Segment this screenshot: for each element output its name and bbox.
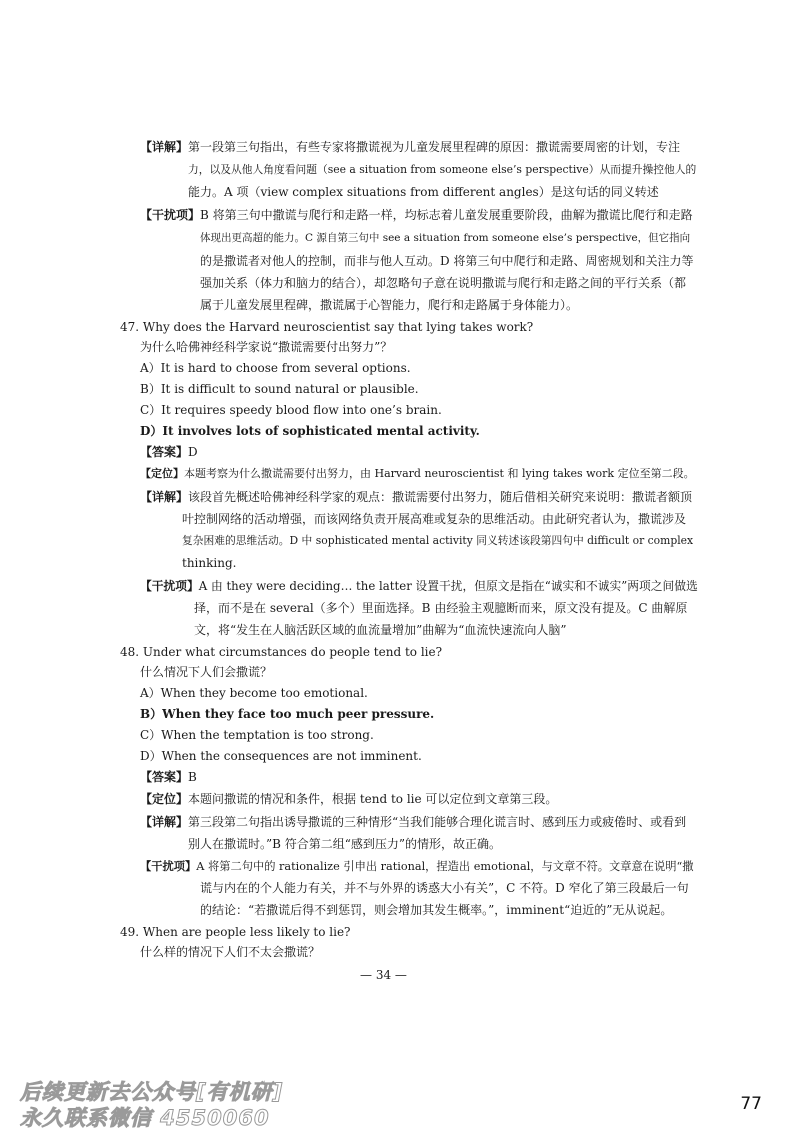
q48-distractor-line-2: 谎与内在的个人能力有关，并不与外界的诱惑大小有关”，C 不符。D 窄化了第三段最后一句 xyxy=(200,881,689,895)
q48-option-b-correct: B）When they face too much peer pressure. xyxy=(140,707,435,721)
page-number: — 34 — xyxy=(360,968,407,982)
q48-answer: 【答案】B xyxy=(140,770,197,784)
section-tag: 【详解】 xyxy=(140,815,189,829)
q46-distractor-line-1: 【干扰项】B 将第三句中撒谎与爬行和走路一样，均标志着儿童发展重要阶段，曲解为撒谎比爬行和走路 xyxy=(140,208,693,222)
q48-question: 48. Under what circumstances do people tend to lie? xyxy=(120,645,443,659)
watermark-line-1: 后续更新去公众号[有机研] xyxy=(20,1080,284,1104)
q47-question: 47. Why does the Harvard neuroscientist say that lying takes work? xyxy=(120,320,534,334)
q46-distractor-line-2: 体现出更高超的能力。C 源自第三句中 see a situation from someone else’s perspective，但它指向 xyxy=(200,232,691,244)
q49-question-cn: 什么样的情况下人们不太会撒谎？ xyxy=(140,945,321,959)
section-tag: 【干扰项】 xyxy=(140,859,197,873)
q47-distractor-line-2: 择，而不是在 several（多个）里面选择。B 由经验主观臆断而来，原文没有提及。C 曲解原 xyxy=(194,601,688,615)
q47-distractor-line-3: 文，将“发生在人脑活跃区域的血流量增加”曲解为“血流快速流向人脑” xyxy=(194,623,567,637)
q46-distractor-line-4: 强加关系（体力和脑力的结合），却忽略句子意在说明撒谎与爬行和走路之间的平行关系（都 xyxy=(200,276,687,290)
q47-option-d-correct: D）It involves lots of sophisticated mental activity. xyxy=(140,424,480,438)
watermark-line-2: 永久联系微信 4550060 xyxy=(20,1106,270,1130)
q48-option-c: C）When the temptation is too strong. xyxy=(140,728,374,742)
q48-question-cn: 什么情况下人们会撒谎？ xyxy=(140,665,273,679)
section-tag: 【详解】 xyxy=(140,140,189,154)
q47-locate: 【定位】本题考察为什么撒谎需要付出努力，由 Harvard neuroscientist 和 lying takes work 定位至第二段。 xyxy=(140,467,695,480)
q49-question: 49. When are people less likely to lie? xyxy=(120,925,351,939)
q47-answer: 【答案】D xyxy=(140,445,198,459)
q47-option-c: C）It requires speedy blood flow into one’s brain. xyxy=(140,403,442,417)
q47-question-cn: 为什么哈佛神经科学家说“撒谎需要付出努力”？ xyxy=(140,340,393,354)
corner-page-number: 77 xyxy=(740,1094,762,1114)
section-tag: 【定位】 xyxy=(140,792,189,806)
q47-detail-line-3: 复杂困难的思维活动。D 中 sophisticated mental activity 同义转述该段第四句中 difficult or complex xyxy=(182,534,694,547)
q46-distractor-line-5: 属于儿童发展里程碑，撒谎属于心智能力，爬行和走路属于身体能力）。 xyxy=(200,298,579,312)
q47-detail-line-2: 叶控制网络的活动增强，而该网络负责开展高难或复杂的思维活动。由此研究者认为，撒谎涉及 xyxy=(182,512,687,526)
q48-locate: 【定位】本题问撒谎的情况和条件，根据 tend to lie 可以定位到文章第三段。 xyxy=(140,792,558,806)
q48-option-a: A）When they become too emotional. xyxy=(140,686,368,700)
q48-option-d: D）When the consequences are not imminent. xyxy=(140,749,422,763)
q46-detail-line-2: 力，以及从他人角度看问题（see a situation from someone else’s perspective）从而提升操控他人的 xyxy=(188,163,697,176)
q47-option-a: A）It is hard to choose from several options. xyxy=(140,361,411,375)
q48-detail-line-1: 【详解】第三段第二句指出诱导撒谎的三种情形“当我们能够合理化谎言时、感到压力或疲倦时、或看到 xyxy=(140,815,687,829)
q47-detail-line-4: thinking. xyxy=(182,556,237,570)
q47-option-b: B）It is difficult to sound natural or plausible. xyxy=(140,382,419,396)
section-tag: 【定位】 xyxy=(140,467,184,480)
q47-detail-line-1: 【详解】该段首先概述哈佛神经科学家的观点：撒谎需要付出努力，随后借相关研究来说明：撒谎者额顶 xyxy=(140,490,693,504)
q48-detail-line-2: 别人在撒谎时。”B 符合第二组“感到压力”的情形，故正确。 xyxy=(188,837,502,851)
section-tag: 【干扰项】 xyxy=(140,208,201,222)
q48-distractor-line-3: 的结论：“若撒谎后得不到惩罚，则会增加其发生概率。”，imminent“迫近的”无从说起。 xyxy=(200,903,673,917)
section-tag: 【详解】 xyxy=(140,490,189,504)
section-tag: 【干扰项】 xyxy=(140,579,199,593)
q46-detail-line-3: 能力。A 项（view complex situations from different angles）是这句话的同义转述 xyxy=(188,185,659,199)
section-tag: 【答案】 xyxy=(140,445,189,459)
q48-distractor-line-1: 【干扰项】A 将第二句中的 rationalize 引申出 rational，捏造出 emotional，与文章不符。文章意在说明“撒 xyxy=(140,859,694,873)
section-tag: 【答案】 xyxy=(140,770,189,784)
q47-distractor-line-1: 【干扰项】A 由 they were deciding… the latter 设置干扰，但原文是指在“诚实和不诚实”两项之间做选 xyxy=(140,579,698,593)
q46-distractor-line-3: 的是撒谎者对他人的控制，而非与他人互动。D 将第三句中爬行和走路、周密规划和关注力等 xyxy=(200,254,694,268)
q46-detail-line-1: 【详解】第一段第三句指出，有些专家将撒谎视为儿童发展里程碑的原因：撒谎需要周密的计划，专注 xyxy=(140,140,681,154)
